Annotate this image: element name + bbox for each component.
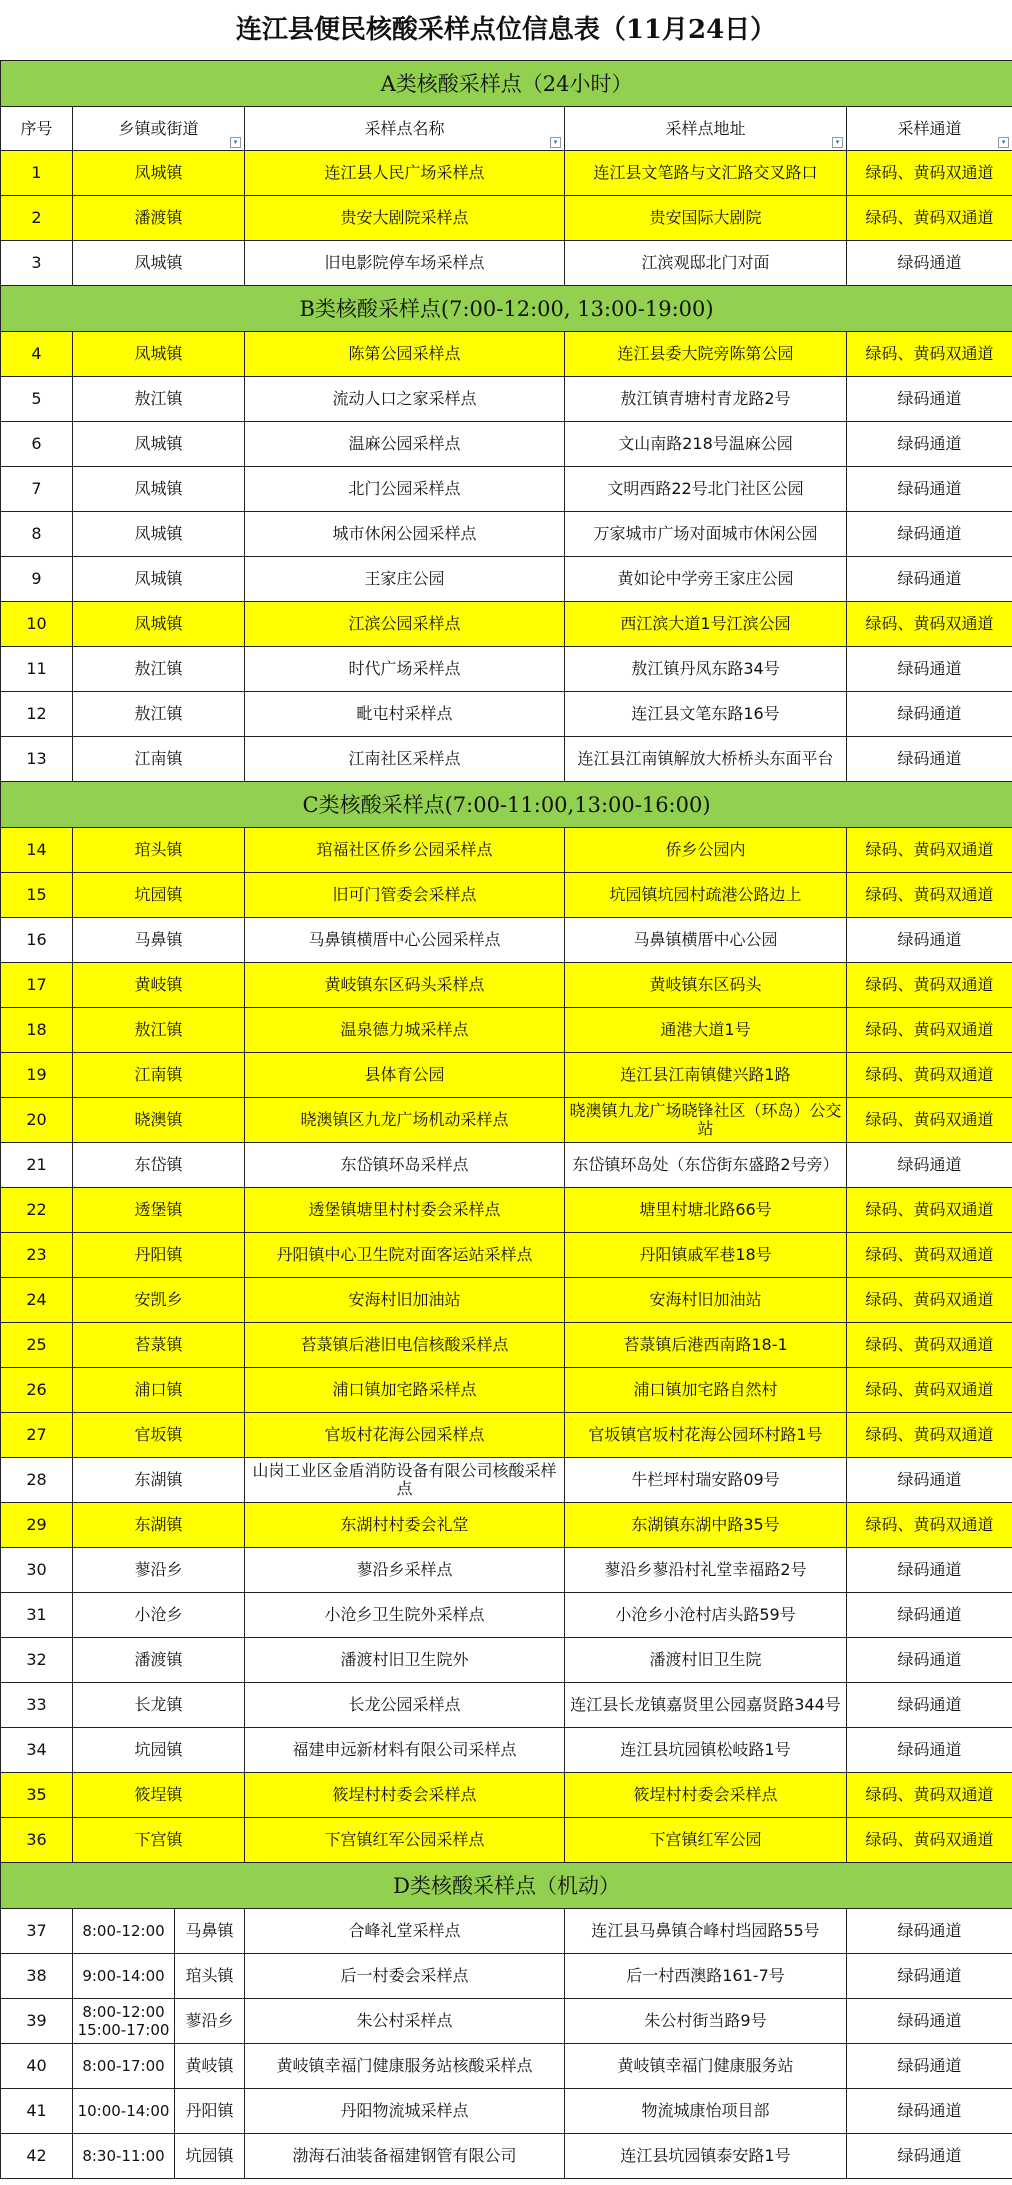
- site-address: 黄岐镇幸福门健康服务站: [565, 2044, 847, 2089]
- table-body: [1, 61, 1012, 2179]
- sampling-channel: 绿码、黄码双通道: [847, 196, 1012, 241]
- site-name: 马鼻镇横厝中心公园采样点: [245, 918, 565, 963]
- sampling-channel: 绿码、黄码双通道: [847, 963, 1012, 1008]
- table-row: [1, 1323, 1012, 1368]
- row-number: 14: [1, 828, 73, 873]
- town: 凤城镇: [73, 467, 245, 512]
- town: 马鼻镇: [73, 918, 245, 963]
- town: 马鼻镇: [175, 1909, 245, 1954]
- row-number: 28: [1, 1458, 73, 1503]
- column-header-row: [1, 107, 1012, 151]
- town: 官坂镇: [73, 1413, 245, 1458]
- row-number: 1: [1, 151, 73, 196]
- table-row: [1, 422, 1012, 467]
- town: 坑园镇: [73, 873, 245, 918]
- town: 晓澳镇: [73, 1098, 245, 1143]
- town: 蓼沿乡: [175, 1999, 245, 2044]
- row-number: 13: [1, 737, 73, 782]
- site-name: 流动人口之家采样点: [245, 377, 565, 422]
- site-name: 贵安大剧院采样点: [245, 196, 565, 241]
- town: 凤城镇: [73, 151, 245, 196]
- row-number: 8: [1, 512, 73, 557]
- section-title: A类核酸采样点（24小时）: [1, 61, 1012, 107]
- row-number: 29: [1, 1503, 73, 1548]
- page-title: 连江县便民核酸采样点位信息表（11月24日）: [235, 15, 777, 45]
- site-address: 筱埕村村委会采样点: [565, 1773, 847, 1818]
- sampling-time: 8:30-11:00: [73, 2134, 175, 2179]
- table-row: [1, 196, 1012, 241]
- row-number: 26: [1, 1368, 73, 1413]
- site-address: 丹阳镇戚军巷18号: [565, 1233, 847, 1278]
- row-number: 17: [1, 963, 73, 1008]
- site-address: 敖江镇青塘村青龙路2号: [565, 377, 847, 422]
- table-row: [1, 1548, 1012, 1593]
- sampling-channel: 绿码通道: [847, 2089, 1012, 2134]
- site-address: 东岱镇环岛处（东岱街东盛路2号旁）: [565, 1143, 847, 1188]
- site-address: 贵安国际大剧院: [565, 196, 847, 241]
- site-name: 旧电影院停车场采样点: [245, 241, 565, 286]
- row-number: 42: [1, 2134, 73, 2179]
- table-row: [1, 1999, 1012, 2044]
- table-row: [1, 2044, 1012, 2089]
- site-address: 官坂镇官坂村花海公园环村路1号: [565, 1413, 847, 1458]
- site-address: 坑园镇坑园村疏港公路边上: [565, 873, 847, 918]
- site-name: 苔菉镇后港旧电信核酸采样点: [245, 1323, 565, 1368]
- row-number: 6: [1, 422, 73, 467]
- site-name: 城市休闲公园采样点: [245, 512, 565, 557]
- town: 小沧乡: [73, 1593, 245, 1638]
- table-row: [1, 1818, 1012, 1863]
- header-town: 乡镇或街道 ▾: [73, 107, 245, 151]
- table-row: [1, 1954, 1012, 1999]
- row-number: 27: [1, 1413, 73, 1458]
- sampling-time: 10:00-14:00: [73, 2089, 175, 2134]
- town: 蓼沿乡: [73, 1548, 245, 1593]
- table-row: [1, 332, 1012, 377]
- town: 凤城镇: [73, 332, 245, 377]
- site-name: 东湖村村委会礼堂: [245, 1503, 565, 1548]
- town: 敖江镇: [73, 692, 245, 737]
- site-name: 江滨公园采样点: [245, 602, 565, 647]
- sampling-channel: 绿码、黄码双通道: [847, 1278, 1012, 1323]
- site-name: 官坂村花海公园采样点: [245, 1413, 565, 1458]
- table-row: [1, 1368, 1012, 1413]
- sampling-channel: 绿码、黄码双通道: [847, 873, 1012, 918]
- sampling-channel: 绿码、黄码双通道: [847, 828, 1012, 873]
- sampling-channel: 绿码、黄码双通道: [847, 1053, 1012, 1098]
- table-row: [1, 1773, 1012, 1818]
- row-number: 33: [1, 1683, 73, 1728]
- header-name: 采样点名称 ▾: [245, 107, 565, 151]
- table-row: [1, 151, 1012, 196]
- table-row: [1, 1503, 1012, 1548]
- table-row: [1, 873, 1012, 918]
- site-name: 东岱镇环岛采样点: [245, 1143, 565, 1188]
- filter-dropdown-icon[interactable]: ▾: [832, 137, 843, 148]
- site-name: 合峰礼堂采样点: [245, 1909, 565, 1954]
- row-number: 12: [1, 692, 73, 737]
- table-row: [1, 1413, 1012, 1458]
- row-number: 24: [1, 1278, 73, 1323]
- site-name: 连江县人民广场采样点: [245, 151, 565, 196]
- site-address: 潘渡村旧卫生院: [565, 1638, 847, 1683]
- table-row: [1, 467, 1012, 512]
- site-name: 下宫镇红军公园采样点: [245, 1818, 565, 1863]
- sampling-channel: 绿码通道: [847, 1683, 1012, 1728]
- town: 敖江镇: [73, 377, 245, 422]
- section-header: [1, 286, 1012, 332]
- site-name: 琯福社区侨乡公园采样点: [245, 828, 565, 873]
- sampling-channel: 绿码通道: [847, 1143, 1012, 1188]
- site-address: 黄如论中学旁王家庄公园: [565, 557, 847, 602]
- section-header: [1, 1863, 1012, 1909]
- section-header: [1, 782, 1012, 828]
- town: 潘渡镇: [73, 1638, 245, 1683]
- town: 下宫镇: [73, 1818, 245, 1863]
- town: 敖江镇: [73, 647, 245, 692]
- row-number: 22: [1, 1188, 73, 1233]
- town: 安凯乡: [73, 1278, 245, 1323]
- row-number: 37: [1, 1909, 73, 1954]
- sampling-channel: 绿码通道: [847, 377, 1012, 422]
- site-name: 县体育公园: [245, 1053, 565, 1098]
- row-number: 38: [1, 1954, 73, 1999]
- site-address: 江滨观邸北门对面: [565, 241, 847, 286]
- site-name: 时代广场采样点: [245, 647, 565, 692]
- table-row: [1, 1143, 1012, 1188]
- sampling-channel: 绿码通道: [847, 737, 1012, 782]
- site-address: 连江县江南镇健兴路1路: [565, 1053, 847, 1098]
- table-row: [1, 1188, 1012, 1233]
- sampling-channel: 绿码、黄码双通道: [847, 1008, 1012, 1053]
- site-address: 连江县文笔路与文汇路交叉路口: [565, 151, 847, 196]
- row-number: 9: [1, 557, 73, 602]
- town: 凤城镇: [73, 422, 245, 467]
- site-name: 旧可门管委会采样点: [245, 873, 565, 918]
- town: 丹阳镇: [73, 1233, 245, 1278]
- site-name: 长龙公园采样点: [245, 1683, 565, 1728]
- table-row: [1, 963, 1012, 1008]
- table-row: [1, 512, 1012, 557]
- site-name: 朱公村采样点: [245, 1999, 565, 2044]
- site-name: 小沧乡卫生院外采样点: [245, 1593, 565, 1638]
- table-row: [1, 2134, 1012, 2179]
- table-row: [1, 1053, 1012, 1098]
- site-name: 晓澳镇区九龙广场机动采样点: [245, 1098, 565, 1143]
- row-number: 10: [1, 602, 73, 647]
- site-address: 牛栏坪村瑞安路09号: [565, 1458, 847, 1503]
- site-address: 东湖镇东湖中路35号: [565, 1503, 847, 1548]
- row-number: 41: [1, 2089, 73, 2134]
- site-address: 万家城市广场对面城市休闲公园: [565, 512, 847, 557]
- site-name: 丹阳镇中心卫生院对面客运站采样点: [245, 1233, 565, 1278]
- site-address: 塘里村塘北路66号: [565, 1188, 847, 1233]
- table-row: [1, 602, 1012, 647]
- table-row: [1, 377, 1012, 422]
- row-number: 4: [1, 332, 73, 377]
- site-address: 晓澳镇九龙广场晓锋社区（环岛）公交站: [565, 1098, 847, 1143]
- table-row: [1, 557, 1012, 602]
- filter-dropdown-icon[interactable]: ▾: [550, 137, 561, 148]
- town: 浦口镇: [73, 1368, 245, 1413]
- header-no: 序号: [1, 107, 73, 151]
- sampling-channel: 绿码通道: [847, 512, 1012, 557]
- town: 坑园镇: [175, 2134, 245, 2179]
- site-name: 安海村旧加油站: [245, 1278, 565, 1323]
- table-row: [1, 1008, 1012, 1053]
- row-number: 18: [1, 1008, 73, 1053]
- table-row: [1, 241, 1012, 286]
- town: 琯头镇: [175, 1954, 245, 1999]
- row-number: 30: [1, 1548, 73, 1593]
- sampling-channel: 绿码、黄码双通道: [847, 151, 1012, 196]
- filter-dropdown-icon[interactable]: ▾: [230, 137, 241, 148]
- town: 东湖镇: [73, 1503, 245, 1548]
- table-row: [1, 647, 1012, 692]
- site-address: 安海村旧加油站: [565, 1278, 847, 1323]
- site-address: 蓼沿乡蓼沿村礼堂幸福路2号: [565, 1548, 847, 1593]
- table-row: [1, 1098, 1012, 1143]
- sampling-sites-table: [0, 60, 1012, 2179]
- sampling-channel: 绿码通道: [847, 918, 1012, 963]
- sampling-channel: 绿码通道: [847, 1593, 1012, 1638]
- town: 潘渡镇: [73, 196, 245, 241]
- row-number: 25: [1, 1323, 73, 1368]
- row-number: 35: [1, 1773, 73, 1818]
- site-address: 敖江镇丹凤东路34号: [565, 647, 847, 692]
- town: 凤城镇: [73, 602, 245, 647]
- row-number: 36: [1, 1818, 73, 1863]
- site-name: 山岗工业区金盾消防设备有限公司核酸采样点: [245, 1458, 565, 1503]
- row-number: 7: [1, 467, 73, 512]
- site-name: 毗屯村采样点: [245, 692, 565, 737]
- site-address: 文山南路218号温麻公园: [565, 422, 847, 467]
- sampling-channel: 绿码、黄码双通道: [847, 1323, 1012, 1368]
- table-row: [1, 1458, 1012, 1503]
- town: 透堡镇: [73, 1188, 245, 1233]
- sampling-channel: 绿码通道: [847, 1954, 1012, 1999]
- row-number: 34: [1, 1728, 73, 1773]
- town: 丹阳镇: [175, 2089, 245, 2134]
- site-address: 侨乡公园内: [565, 828, 847, 873]
- site-name: 丹阳物流城采样点: [245, 2089, 565, 2134]
- site-address: 后一村西澳路161-7号: [565, 1954, 847, 1999]
- table-row: [1, 828, 1012, 873]
- site-name: 黄岐镇东区码头采样点: [245, 963, 565, 1008]
- sampling-channel: 绿码、黄码双通道: [847, 1413, 1012, 1458]
- sampling-channel: 绿码、黄码双通道: [847, 1098, 1012, 1143]
- site-name: 渤海石油装备福建钢管有限公司: [245, 2134, 565, 2179]
- sampling-time: 9:00-14:00: [73, 1954, 175, 1999]
- table-row: [1, 2089, 1012, 2134]
- sampling-channel: 绿码通道: [847, 647, 1012, 692]
- site-address: 朱公村街当路9号: [565, 1999, 847, 2044]
- section-title: B类核酸采样点(7:00-12:00, 13:00-19:00): [1, 286, 1012, 332]
- town: 筱埕镇: [73, 1773, 245, 1818]
- site-name: 透堡镇塘里村村委会采样点: [245, 1188, 565, 1233]
- site-address: 小沧乡小沧村店头路59号: [565, 1593, 847, 1638]
- sampling-channel: 绿码、黄码双通道: [847, 1773, 1012, 1818]
- row-number: 11: [1, 647, 73, 692]
- sampling-channel: 绿码、黄码双通道: [847, 1188, 1012, 1233]
- site-address: 黄岐镇东区码头: [565, 963, 847, 1008]
- town: 江南镇: [73, 737, 245, 782]
- table-row: [1, 918, 1012, 963]
- sampling-channel: 绿码、黄码双通道: [847, 1818, 1012, 1863]
- town: 东湖镇: [73, 1458, 245, 1503]
- sampling-channel: 绿码通道: [847, 241, 1012, 286]
- table-row: [1, 1278, 1012, 1323]
- sampling-time: 8:00-12:00 15:00-17:00: [73, 1999, 175, 2044]
- sampling-channel: 绿码、黄码双通道: [847, 602, 1012, 647]
- row-number: 15: [1, 873, 73, 918]
- table-row: [1, 1593, 1012, 1638]
- town: 苔菉镇: [73, 1323, 245, 1368]
- town: 长龙镇: [73, 1683, 245, 1728]
- site-name: 温麻公园采样点: [245, 422, 565, 467]
- site-address: 连江县委大院旁陈第公园: [565, 332, 847, 377]
- site-address: 连江县长龙镇嘉贤里公园嘉贤路344号: [565, 1683, 847, 1728]
- section-title: C类核酸采样点(7:00-11:00,13:00-16:00): [1, 782, 1012, 828]
- header-address: 采样点地址 ▾: [565, 107, 847, 151]
- town: 东岱镇: [73, 1143, 245, 1188]
- town: 凤城镇: [73, 557, 245, 602]
- row-number: 2: [1, 196, 73, 241]
- sampling-channel: 绿码通道: [847, 1548, 1012, 1593]
- site-name: 潘渡村旧卫生院外: [245, 1638, 565, 1683]
- site-address: 通港大道1号: [565, 1008, 847, 1053]
- site-address: 连江县坑园镇松岐路1号: [565, 1728, 847, 1773]
- site-address: 物流城康怡项目部: [565, 2089, 847, 2134]
- site-name: 陈第公园采样点: [245, 332, 565, 377]
- site-address: 连江县马鼻镇合峰村垱园路55号: [565, 1909, 847, 1954]
- sampling-channel: 绿码通道: [847, 1999, 1012, 2044]
- sampling-channel: 绿码通道: [847, 557, 1012, 602]
- sampling-time: 8:00-17:00: [73, 2044, 175, 2089]
- site-name: 筱埕村村委会采样点: [245, 1773, 565, 1818]
- site-name: 黄岐镇幸福门健康服务站核酸采样点: [245, 2044, 565, 2089]
- row-number: 5: [1, 377, 73, 422]
- site-address: 西江滨大道1号江滨公园: [565, 602, 847, 647]
- site-name: 福建申远新材料有限公司采样点: [245, 1728, 565, 1773]
- row-number: 21: [1, 1143, 73, 1188]
- site-address: 苔菉镇后港西南路18-1: [565, 1323, 847, 1368]
- town: 坑园镇: [73, 1728, 245, 1773]
- sampling-channel: 绿码通道: [847, 467, 1012, 512]
- site-address: 连江县坑园镇泰安路1号: [565, 2134, 847, 2179]
- site-address: 浦口镇加宅路自然村: [565, 1368, 847, 1413]
- town: 江南镇: [73, 1053, 245, 1098]
- site-address: 连江县江南镇解放大桥桥头东面平台: [565, 737, 847, 782]
- site-name: 江南社区采样点: [245, 737, 565, 782]
- header-channel: 采样通道 ▾: [847, 107, 1012, 151]
- town: 黄岐镇: [73, 963, 245, 1008]
- town: 凤城镇: [73, 241, 245, 286]
- table-row: [1, 1909, 1012, 1954]
- site-name: 温泉德力城采样点: [245, 1008, 565, 1053]
- row-number: 31: [1, 1593, 73, 1638]
- table-row: [1, 737, 1012, 782]
- town: 黄岐镇: [175, 2044, 245, 2089]
- site-address: 马鼻镇横厝中心公园: [565, 918, 847, 963]
- sampling-channel: 绿码通道: [847, 692, 1012, 737]
- table-row: [1, 692, 1012, 737]
- row-number: 19: [1, 1053, 73, 1098]
- filter-dropdown-icon[interactable]: ▾: [998, 137, 1009, 148]
- row-number: 40: [1, 2044, 73, 2089]
- sampling-channel: 绿码通道: [847, 1728, 1012, 1773]
- sampling-channel: 绿码通道: [847, 422, 1012, 467]
- site-address: 连江县文笔东路16号: [565, 692, 847, 737]
- row-number: 16: [1, 918, 73, 963]
- sampling-time: 8:00-12:00: [73, 1909, 175, 1954]
- table-row: [1, 1683, 1012, 1728]
- table-row: [1, 1728, 1012, 1773]
- town: 敖江镇: [73, 1008, 245, 1053]
- town: 琯头镇: [73, 828, 245, 873]
- section-header: [1, 61, 1012, 107]
- site-name: 王家庄公园: [245, 557, 565, 602]
- row-number: 23: [1, 1233, 73, 1278]
- site-address: 下宫镇红军公园: [565, 1818, 847, 1863]
- site-address: 文明西路22号北门社区公园: [565, 467, 847, 512]
- sampling-channel: 绿码通道: [847, 2044, 1012, 2089]
- row-number: 32: [1, 1638, 73, 1683]
- row-number: 20: [1, 1098, 73, 1143]
- table-row: [1, 1233, 1012, 1278]
- sampling-channel: 绿码通道: [847, 1458, 1012, 1503]
- row-number: 3: [1, 241, 73, 286]
- sampling-channel: 绿码、黄码双通道: [847, 1233, 1012, 1278]
- town: 凤城镇: [73, 512, 245, 557]
- sampling-channel: 绿码、黄码双通道: [847, 1368, 1012, 1413]
- section-title: D类核酸采样点（机动）: [1, 1863, 1012, 1909]
- sampling-channel: 绿码通道: [847, 1638, 1012, 1683]
- sampling-channel: 绿码、黄码双通道: [847, 1503, 1012, 1548]
- row-number: 39: [1, 1999, 73, 2044]
- sampling-channel: 绿码、黄码双通道: [847, 332, 1012, 377]
- site-name: 蓼沿乡采样点: [245, 1548, 565, 1593]
- site-name: 后一村委会采样点: [245, 1954, 565, 1999]
- sampling-channel: 绿码通道: [847, 2134, 1012, 2179]
- site-name: 浦口镇加宅路采样点: [245, 1368, 565, 1413]
- site-name: 北门公园采样点: [245, 467, 565, 512]
- table-row: [1, 1638, 1012, 1683]
- sampling-channel: 绿码通道: [847, 1909, 1012, 1954]
